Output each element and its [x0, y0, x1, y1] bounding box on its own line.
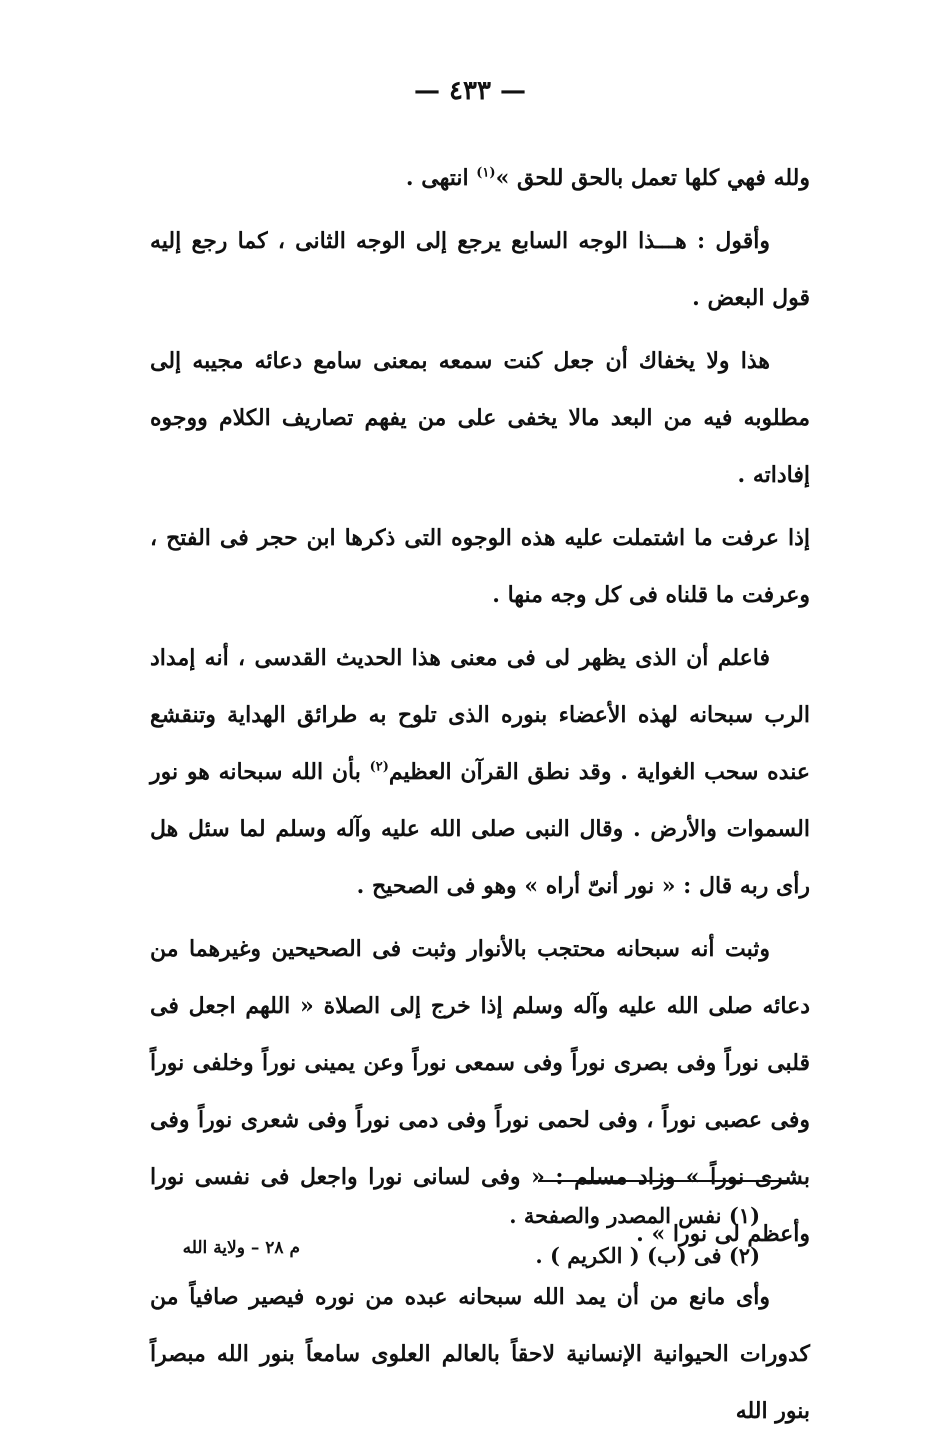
paragraph: [150, 510, 810, 624]
paragraph-text: ولله فهي كلها تعمل بالحق للحق »: [495, 165, 810, 191]
paragraph-text: فاعلم أن الذى يظهر لى فى معنى هذا الحديث القدسى ، أنه إمداد الرب سبحانه لهذه الأعضاء بنوره الذى تلوح به طرائق الهداية وتنقشع عنده سحب الغواية . وقد نطق القرآن العظيم: [150, 645, 810, 785]
paragraph: [150, 333, 810, 504]
paragraph-text: وأقول : هـــذا الوجه السابع يرجع إلى الوجه الثانى ، كما رجع إليه قول البعض .: [150, 228, 810, 311]
paragraph: [150, 630, 810, 915]
paragraph: [150, 1269, 810, 1440]
paragraph-text: وثبت أنه سبحانه محتجب بالأنوار وثبت فى الصحيحين وغيرهما من دعائه صلى الله عليه وآله وسلم إذا خرج إلى الصلاة « اللهم اجعل فى قلبى نوراً وفى بصرى نوراً وفى سمعى نوراً وعن يمينى نوراً وخلفى نوراً وفى عصبى نوراً ، وفى لحمى نوراً وفى دمى نوراً وفى شعرى نوراً وفى بشرى نوراً » وزاد مسلم : « وفى لسانى نورا واجعل فى نفسى نورا وأعظم لى نورا » .: [150, 936, 810, 1247]
footnote-divider: [538, 1180, 788, 1182]
footnote-ref: (١): [476, 165, 496, 181]
paragraph-text: هذا ولا يخفاك أن جعل كنت سمعه بمعنى سامع دعائه مجيبه إلى مطلوبه فيه من البعد مالا يخفى على من يفهم تصاريف الكلام ووجوه إفاداته .: [150, 348, 810, 488]
page-number: — ٤٣٣ —: [413, 76, 527, 106]
footnotes: [470, 1196, 760, 1276]
footnote-ref: (٢): [369, 759, 389, 775]
paragraph-text: وأى مانع من أن يمد الله سبحانه عبده من نوره فيصير صافياً من كدورات الحيوانية الإنسانية لاحقاً بالعالم العلوى سامعاً بنور الله مبصراً بنور الله: [150, 1284, 810, 1424]
paragraph-text-tail: انتهى .: [405, 165, 477, 191]
signature-mark: م ٢٨ – ولاية الله: [182, 1238, 300, 1258]
paragraph-text: إذا عرفت ما اشتملت عليه هذه الوجوه التى ذكرها ابن حجر فى الفتح ، وعرفت ما قلناه فى كل وجه منها .: [150, 525, 810, 608]
paragraph: [150, 213, 810, 327]
footnote: (١) نفس المصدر والصفحة .: [509, 1203, 760, 1228]
paragraph: [150, 150, 810, 207]
paragraph-text-tail: بأن الله سبحانه هو نور السموات والأرض . وقال النبى صلى الله عليه وآله وسلم لما سئل هل رأى ربه قال : « نور أنىّ أراه » وهو فى الصحيح .: [150, 759, 810, 899]
footnote: (٢) فى (ب) ( الكريم ) .: [535, 1243, 760, 1268]
